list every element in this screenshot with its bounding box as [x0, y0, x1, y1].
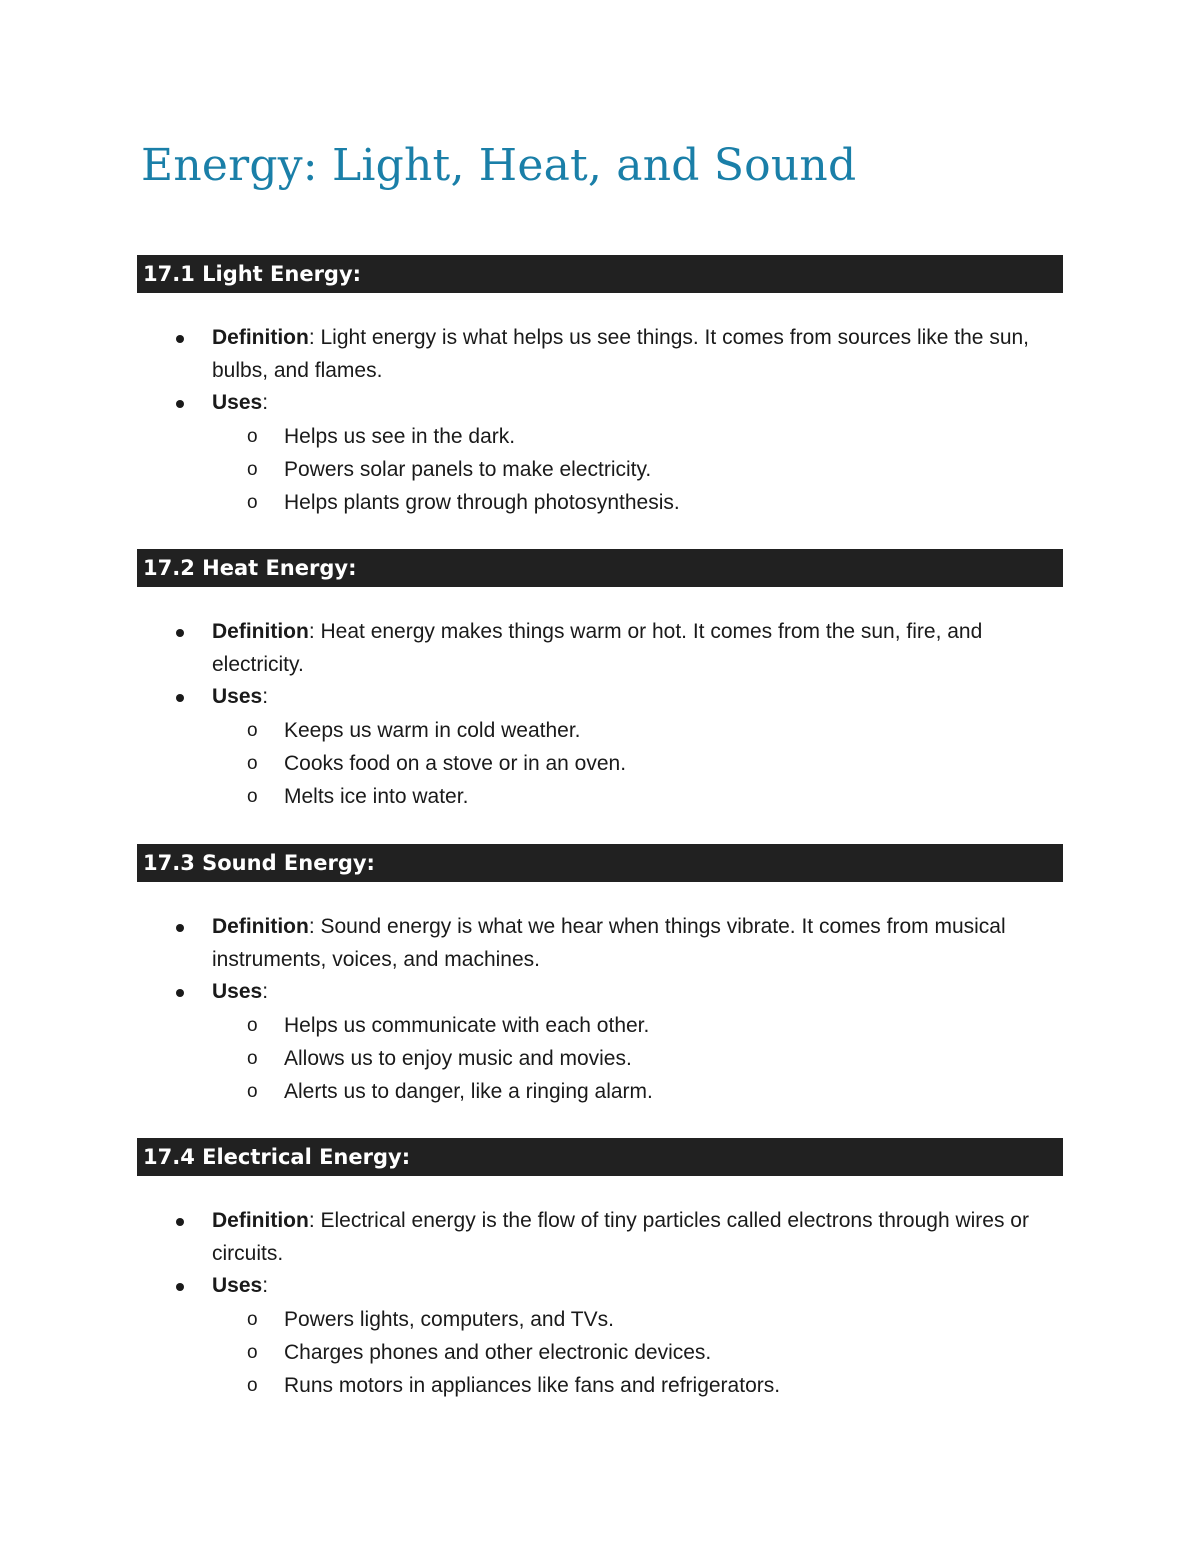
list-item: o Powers solar panels to make electricity.: [212, 453, 1052, 486]
uses-item: Uses: o Helps us see in the dark. o Powers solar panels to make electricity. o Helps plants grow through photosynthesis.: [137, 387, 1052, 519]
bullet-icon: [176, 1283, 184, 1291]
bullet-list: [137, 322, 1063, 519]
circle-bullet-icon: o: [247, 1341, 258, 1363]
circle-bullet-icon: o: [247, 785, 258, 807]
circle-bullet-icon: o: [247, 1014, 258, 1036]
circle-bullet-icon: o: [247, 425, 258, 447]
uses-label: Uses: [212, 391, 263, 414]
bullet-list: [137, 616, 1063, 813]
section-heading: 17.2 Heat Energy:: [137, 549, 1063, 587]
section-heading: 17.4 Electrical Energy:: [137, 1138, 1063, 1176]
uses-item: Uses: o Powers lights, computers, and TVs. o Charges phones and other electronic devices. o Runs motors in appliances like fans and refrigerators.: [137, 1270, 1052, 1402]
bullet-icon: [176, 400, 184, 408]
circle-bullet-icon: o: [247, 719, 258, 741]
list-item: o Melts ice into water.: [212, 780, 1052, 813]
definition-label: Definition: [212, 326, 309, 349]
definition-item: Definition: Heat energy makes things warm or hot. It comes from the sun, fire, and electricity.: [137, 616, 1052, 681]
section-heat-energy: [137, 549, 1063, 813]
section-heading: 17.1 Light Energy:: [137, 255, 1063, 293]
list-item: o Runs motors in appliances like fans and refrigerators.: [212, 1369, 1052, 1402]
list-item: o Helps plants grow through photosynthesis.: [212, 486, 1052, 519]
definition-text: Light energy is what helps us see things. It comes from sources like the sun, bulbs, and flames.: [212, 326, 1030, 382]
list-item: o Keeps us warm in cold weather.: [212, 714, 1052, 747]
circle-bullet-icon: o: [247, 1047, 258, 1069]
bullet-icon: [176, 629, 184, 637]
definition-text: Electrical energy is the flow of tiny particles called electrons through wires or circuits.: [212, 1209, 1029, 1265]
page-title: Energy: Light, Heat, and Sound: [141, 140, 857, 191]
uses-list: [212, 420, 1052, 519]
list-item: o Alerts us to danger, like a ringing alarm.: [212, 1075, 1052, 1108]
list-item: o Helps us communicate with each other.: [212, 1009, 1052, 1042]
circle-bullet-icon: o: [247, 458, 258, 480]
circle-bullet-icon: o: [247, 752, 258, 774]
circle-bullet-icon: o: [247, 1080, 258, 1102]
section-light-energy: [137, 255, 1063, 519]
bullet-icon: [176, 694, 184, 702]
bullet-icon: [176, 924, 184, 932]
uses-label: Uses: [212, 980, 263, 1003]
definition-item: Definition: Electrical energy is the flow of tiny particles called electrons through wires or circuits.: [137, 1205, 1052, 1270]
section-heading: 17.3 Sound Energy:: [137, 844, 1063, 882]
uses-list: [212, 714, 1052, 813]
list-item: o Cooks food on a stove or in an oven.: [212, 747, 1052, 780]
uses-item: Uses: o Helps us communicate with each other. o Allows us to enjoy music and movies. o Alerts us to danger, like a ringing alarm.: [137, 976, 1052, 1108]
uses-label: Uses: [212, 685, 263, 708]
bullet-icon: [176, 989, 184, 997]
circle-bullet-icon: o: [247, 1374, 258, 1396]
definition-item: Definition: Light energy is what helps us see things. It comes from sources like the sun, bulbs, and flames.: [137, 322, 1052, 387]
bullet-icon: [176, 1218, 184, 1226]
list-item: o Helps us see in the dark.: [212, 420, 1052, 453]
list-item: o Allows us to enjoy music and movies.: [212, 1042, 1052, 1075]
section-sound-energy: [137, 844, 1063, 1108]
definition-item: Definition: Sound energy is what we hear when things vibrate. It comes from musical instruments, voices, and machines.: [137, 911, 1052, 976]
uses-list: [212, 1303, 1052, 1402]
uses-item: Uses: o Keeps us warm in cold weather. o Cooks food on a stove or in an oven. o Melts ice into water.: [137, 681, 1052, 813]
circle-bullet-icon: o: [247, 491, 258, 513]
definition-label: Definition: [212, 620, 309, 643]
list-item: o Charges phones and other electronic devices.: [212, 1336, 1052, 1369]
bullet-list: [137, 1205, 1063, 1402]
uses-list: [212, 1009, 1052, 1108]
uses-label: Uses: [212, 1274, 263, 1297]
list-item: o Powers lights, computers, and TVs.: [212, 1303, 1052, 1336]
definition-label: Definition: [212, 915, 309, 938]
definition-text: Heat energy makes things warm or hot. It comes from the sun, fire, and electricity.: [212, 620, 983, 676]
section-electrical-energy: [137, 1138, 1063, 1402]
definition-label: Definition: [212, 1209, 309, 1232]
definition-text: Sound energy is what we hear when things vibrate. It comes from musical instruments, voices, and machines.: [212, 915, 1006, 971]
bullet-list: [137, 911, 1063, 1108]
bullet-icon: [176, 335, 184, 343]
circle-bullet-icon: o: [247, 1308, 258, 1330]
